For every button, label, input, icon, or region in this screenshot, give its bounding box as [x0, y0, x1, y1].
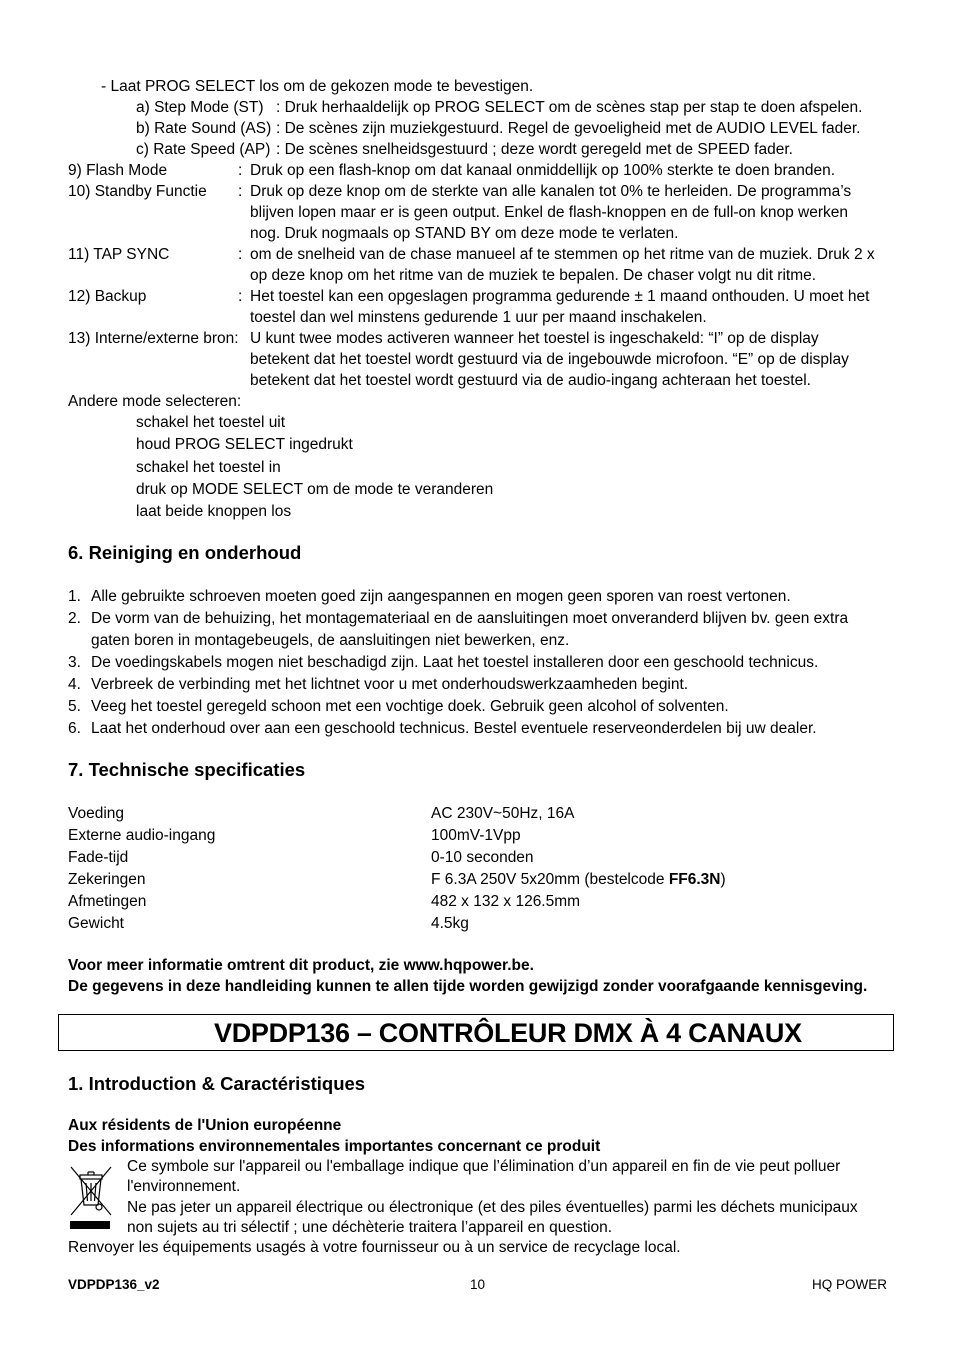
list-item: Veeg het toestel geregeld schoon met een vochtige doek. Gebruik geen alcohol of solventen.	[91, 698, 729, 715]
spec-label: Zekeringen	[68, 871, 146, 888]
item-12-label: 12) Backup	[68, 288, 147, 305]
spec-label: Voeding	[68, 805, 125, 822]
item-11-colon: :	[238, 246, 243, 263]
item-9-label: 9) Flash Mode	[68, 162, 168, 179]
footer-brand: HQ POWER	[812, 1277, 888, 1292]
crossed-bin-icon	[68, 1163, 114, 1233]
item-12-colon: :	[238, 288, 243, 305]
eu-heading: Aux résidents de l'Union européenne	[68, 1117, 342, 1134]
list-number: 2.	[68, 610, 81, 627]
other-mode-step: druk op MODE SELECT om de mode te veranderen	[136, 481, 494, 498]
item-10-text-2: blijven lopen maar er is geen output. Enkel de flash-knoppen en de full-on knop werken	[250, 204, 848, 221]
list-item: De vorm van de behuizing, het montagemateriaal en de aansluitingen moet onveranderd blijven bv. geen extra	[91, 610, 849, 627]
section-6-heading: 6. Reiniging en onderhoud	[68, 542, 302, 563]
prog-intro: - Laat PROG SELECT los om de gekozen mode te bevestigen.	[101, 78, 534, 95]
spec-value: F 6.3A 250V 5x20mm (bestelcode	[431, 871, 669, 888]
item-13-label: 13) Interne/externe bron:	[68, 330, 239, 347]
item-10-text-1: Druk op deze knop om de sterkte van alle kanalen tot 0% te herleiden. De programma’s	[250, 183, 852, 200]
item-12-text-2: toestel dan wel minstens gedurende 1 uur per maand inschakelen.	[250, 309, 707, 326]
other-mode-heading: Andere mode selecteren:	[68, 393, 242, 410]
other-mode-step: schakel het toestel uit	[136, 414, 286, 431]
list-item-continued: gaten boren in montagebeugels, de aansluitingen niet bewerken, enz.	[91, 632, 570, 649]
disposal-text-2: non sujets au tri sélectif ; une déchèterie traitera l’appareil en question.	[127, 1219, 613, 1236]
section-7-heading: 7. Technische specificaties	[68, 759, 306, 780]
info-note: Voor meer informatie omtrent dit product, zie www.hqpower.be.	[68, 957, 534, 974]
spec-value: 4.5kg	[431, 915, 469, 932]
list-item: Laat het onderhoud over aan een geschoold technicus. Bestel eventuele reserveonderdelen bij uw dealer.	[91, 720, 817, 737]
list-item: Alle gebruikte schroeven moeten goed zijn aangespannen en mogen geen sporen van roest vertonen.	[91, 588, 791, 605]
list-number: 4.	[68, 676, 81, 693]
spec-label: Fade-tijd	[68, 849, 129, 866]
spec-value-fuse	[431, 869, 726, 890]
item-12-text-1: Het toestel kan een opgeslagen programma gedurende ± 1 maand onthouden. U moet het	[250, 288, 870, 305]
item-11-label: 11) TAP SYNC	[68, 246, 170, 263]
other-mode-step: laat beide knoppen los	[136, 503, 292, 520]
fr-section-1-heading: 1. Introduction & Caractéristiques	[68, 1073, 366, 1094]
rate-sound-label: b) Rate Sound (AS)	[136, 120, 272, 137]
item-9-text: Druk op een flash-knop om dat kanaal onmiddellijk op 100% sterkte te doen branden.	[250, 162, 836, 179]
item-11-text-2: op deze knop om het ritme van de muziek te bepalen. De chaser volgt nu dit ritme.	[250, 267, 817, 284]
spec-value: 0-10 seconden	[431, 849, 534, 866]
spec-value: AC 230V~50Hz, 16A	[431, 805, 575, 822]
other-mode-step: houd PROG SELECT ingedrukt	[136, 436, 353, 453]
item-13-text-3: betekent dat het toestel wordt gestuurd via de audio-ingang achteraan het toestel.	[250, 372, 811, 389]
symbol-text-2: l'environnement.	[127, 1178, 241, 1195]
item-9-colon: :	[238, 162, 243, 179]
item-10-text-3: nog. Druk nogmaals op STAND BY om deze mode te verlaten.	[250, 225, 679, 242]
list-number: 3.	[68, 654, 81, 671]
french-title-box	[58, 1014, 894, 1051]
list-number: 6.	[68, 720, 81, 737]
item-10-colon: :	[238, 183, 243, 200]
step-mode-text: : Druk herhaaldelijk op PROG SELECT om de scènes stap per stap te doen afspelen.	[276, 99, 863, 116]
rate-sound-text: : De scènes zijn muziekgestuurd. Regel de gevoeligheid met de AUDIO LEVEL fader.	[276, 120, 861, 137]
disclaimer-note: De gegevens in deze handleiding kunnen te allen tijde worden gewijzigd zonder voorafgaande kennisgeving.	[68, 978, 868, 995]
order-code: FF6.3N	[668, 871, 721, 888]
rate-speed-text: : De scènes snelheidsgestuurd ; deze wordt geregeld met de SPEED fader.	[276, 141, 793, 158]
item-11-text-1: om de snelheid van de chase manueel af te stemmen op het ritme van de muziek. Druk 2 x	[250, 246, 875, 263]
list-number: 5.	[68, 698, 81, 715]
footer-model: VDPDP136_v2	[68, 1277, 160, 1292]
spec-value: 100mV-1Vpp	[431, 827, 521, 844]
return-text: Renvoyer les équipements usagés à votre fournisseur ou à un service de recyclage local.	[68, 1239, 681, 1256]
spec-label: Afmetingen	[68, 893, 147, 910]
env-heading: Des informations environnementales importantes concernant ce produit	[68, 1138, 601, 1155]
list-item: Verbreek de verbinding met het lichtnet voor u met onderhoudswerkzaamheden begint.	[91, 676, 689, 693]
item-13-text-2: betekent dat het toestel wordt gestuurd via de ingebouwde microfoon. “E” op de display	[250, 351, 849, 368]
list-number: 1.	[68, 588, 81, 605]
item-10-label: 10) Standby Functie	[68, 183, 207, 200]
spec-label: Externe audio-ingang	[68, 827, 216, 844]
item-13-text-1: U kunt twee modes activeren wanneer het toestel is ingeschakeld: “I” op de display	[250, 330, 819, 347]
page-number: 10	[470, 1277, 486, 1292]
disposal-text-1: Ne pas jeter un appareil électrique ou électronique (et des piles éventuelles) parmi les déchets municipaux	[127, 1199, 858, 1216]
spec-label: Gewicht	[68, 915, 124, 932]
list-item: De voedingskabels mogen niet beschadigd zijn. Laat het toestel installeren door een geschoold technicus.	[91, 654, 819, 671]
step-mode-label: a) Step Mode (ST)	[136, 99, 264, 116]
spec-value-end: )	[720, 871, 726, 888]
other-mode-step: schakel het toestel in	[136, 459, 281, 476]
rate-speed-label: c) Rate Speed (AP)	[136, 141, 271, 158]
symbol-text-1: Ce symbole sur l'appareil ou l'emballage indique que l’élimination d’un appareil en fin de vie peut polluer	[127, 1158, 841, 1175]
french-title: VDPDP136 – CONTRÔLEUR DMX À 4 CANAUX	[214, 1018, 802, 1048]
spec-value: 482 x 132 x 126.5mm	[431, 893, 581, 910]
